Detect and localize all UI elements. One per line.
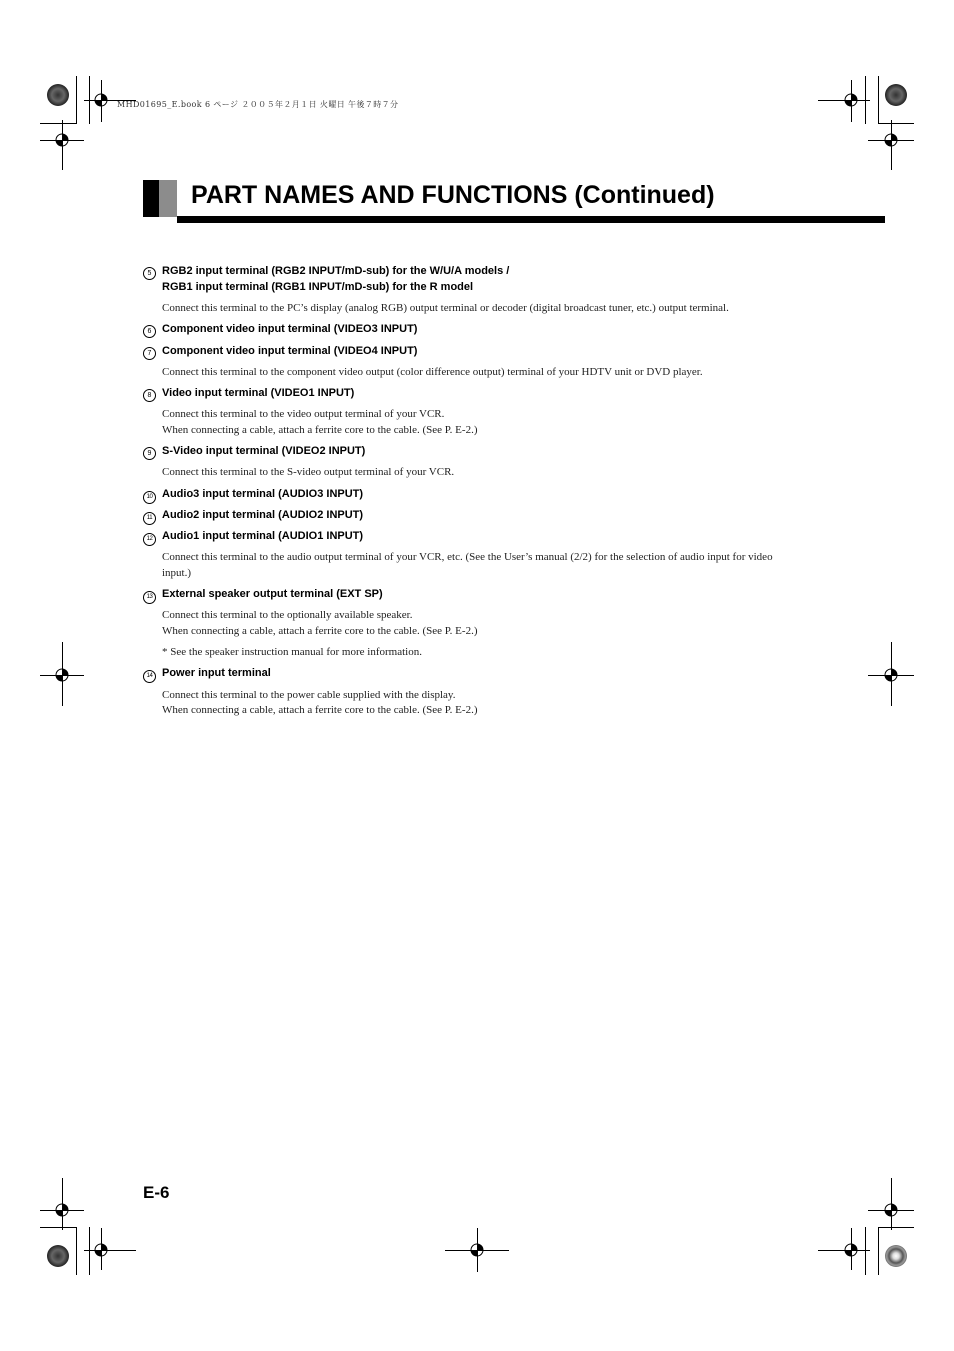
item-description: Connect this terminal to the PC’s display (analog RGB) output terminal or decoder (digital broadcast tuner, etc.) output terminal. xyxy=(162,302,729,314)
circled-number: 10 xyxy=(143,491,156,504)
item-description: When connecting a cable, attach a ferrite core to the cable. (See P. E-2.) xyxy=(162,625,478,637)
book-info: MHD01695_E.book 6 ページ ２００５年２月１日 火曜日 午後７時７分 xyxy=(117,100,399,109)
heading-marker-dark xyxy=(143,180,159,217)
item-description: Connect this terminal to the audio output terminal of your VCR, etc. (See the User’s manual (2/2) for the selection of audio input for video xyxy=(162,551,773,563)
circled-number: 5 xyxy=(143,267,156,280)
circled-number: 13 xyxy=(143,591,156,604)
item-heading: 6 Component video input terminal (VIDEO3 INPUT) xyxy=(143,321,417,338)
page-number: E-6 xyxy=(143,1183,170,1202)
circled-number: 9 xyxy=(143,447,156,460)
crosshair-icon xyxy=(841,90,861,110)
registration-target-icon xyxy=(47,84,69,106)
page-title: PART NAMES AND FUNCTIONS (Continued) xyxy=(191,181,715,209)
item-description: Connect this terminal to the optionally available speaker. xyxy=(162,609,413,621)
item-heading: 8 Video input terminal (VIDEO1 INPUT) xyxy=(143,385,354,402)
crosshair-icon xyxy=(91,1240,111,1260)
item-heading: 10 Audio3 input terminal (AUDIO3 INPUT) xyxy=(143,486,363,504)
circled-number: 12 xyxy=(143,533,156,546)
crosshair-icon xyxy=(467,1240,487,1260)
circled-number: 8 xyxy=(143,389,156,402)
circled-number: 11 xyxy=(143,512,156,525)
crosshair-icon xyxy=(881,1200,901,1220)
item-heading: 11 Audio2 input terminal (AUDIO2 INPUT) xyxy=(143,507,363,525)
item-heading-continued: RGB1 input terminal (RGB1 INPUT/mD-sub) for the R model xyxy=(162,281,474,293)
crosshair-icon xyxy=(52,1200,72,1220)
item-heading: 13 External speaker output terminal (EXT SP) xyxy=(143,586,383,604)
item-heading: 12 Audio1 input terminal (AUDIO1 INPUT) xyxy=(143,528,363,546)
item-heading: 9 S-Video input terminal (VIDEO2 INPUT) xyxy=(143,443,365,460)
registration-target-icon xyxy=(885,1245,907,1267)
heading-underline xyxy=(177,216,885,223)
item-description: When connecting a cable, attach a ferrite core to the cable. (See P. E-2.) xyxy=(162,704,478,716)
item-description: Connect this terminal to the power cable supplied with the display. xyxy=(162,689,456,701)
item-description: Connect this terminal to the component video output (color difference output) terminal of your HDTV unit or DVD player. xyxy=(162,366,703,378)
crosshair-icon xyxy=(841,1240,861,1260)
item-description: input.) xyxy=(162,567,192,579)
heading-marker-gray xyxy=(159,180,177,217)
item-heading: 14 Power input terminal xyxy=(143,665,271,683)
item-note: * See the speaker instruction manual for more information. xyxy=(162,646,422,658)
circled-number: 14 xyxy=(143,670,156,683)
item-heading: 7 Component video input terminal (VIDEO4 INPUT) xyxy=(143,343,417,360)
circled-number: 7 xyxy=(143,347,156,360)
item-description: When connecting a cable, attach a ferrite core to the cable. (See P. E-2.) xyxy=(162,424,478,436)
item-description: Connect this terminal to the video output terminal of your VCR. xyxy=(162,408,445,420)
registration-target-icon xyxy=(885,84,907,106)
crosshair-icon xyxy=(91,90,111,110)
registration-target-icon xyxy=(47,1245,69,1267)
crosshair-icon xyxy=(881,130,901,150)
crosshair-icon xyxy=(881,665,901,685)
crosshair-icon xyxy=(52,665,72,685)
circled-number: 6 xyxy=(143,325,156,338)
crosshair-icon xyxy=(52,130,72,150)
item-description: Connect this terminal to the S-video output terminal of your VCR. xyxy=(162,466,455,478)
item-heading: 5 RGB2 input terminal (RGB2 INPUT/mD-sub) for the W/U/A models / xyxy=(143,263,509,280)
